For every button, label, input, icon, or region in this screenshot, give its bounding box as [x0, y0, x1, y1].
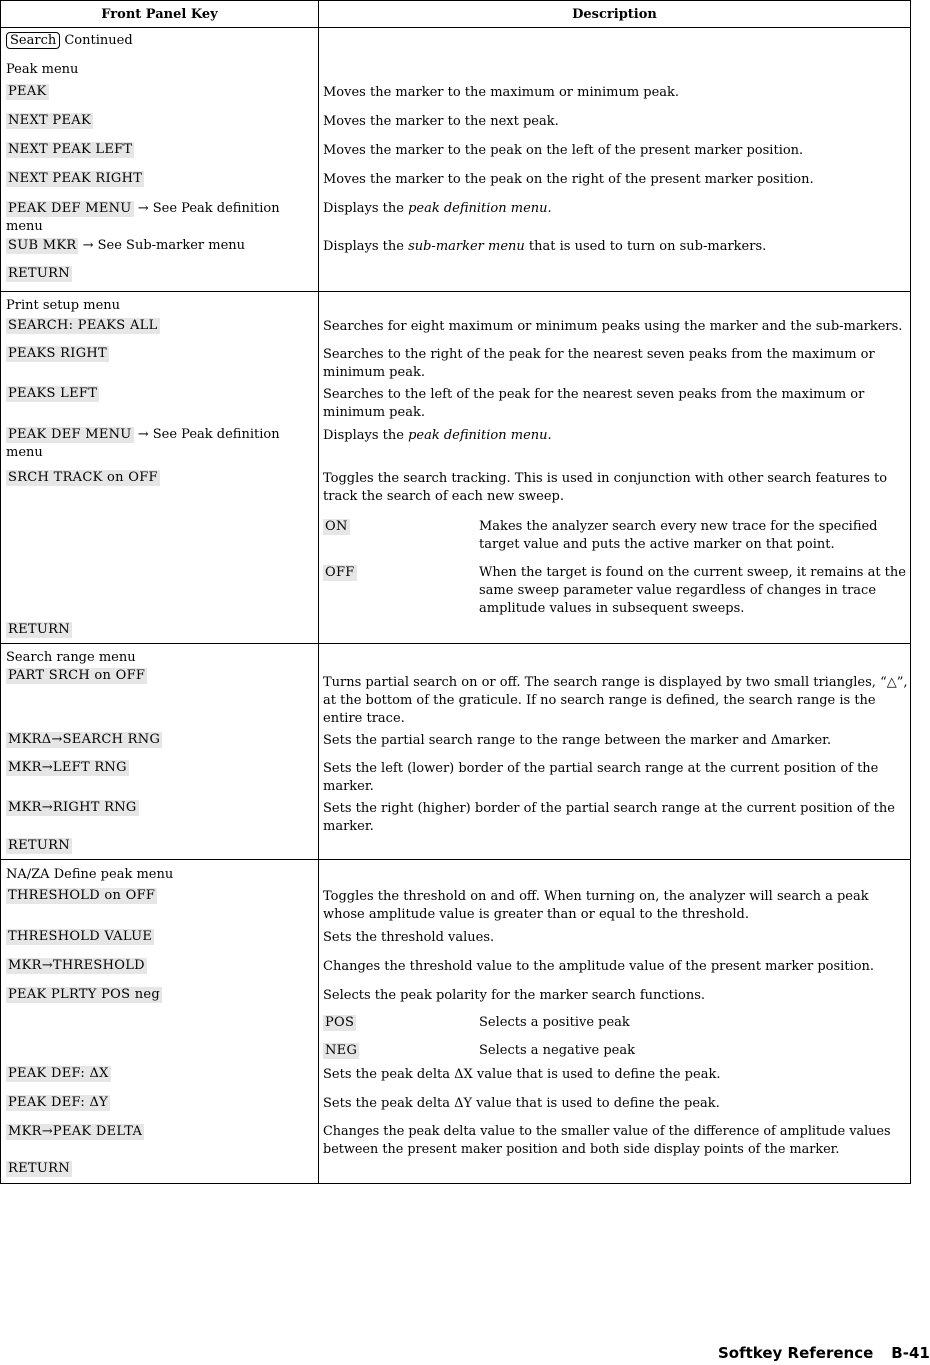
softkey: PEAK PLRTY POS neg — [8, 986, 161, 1002]
description: Toggles the search tracking. This is used in conjunction with other search features to track the search of each new sweep. — [323, 470, 888, 504]
description: Displays the peak definition menu. — [319, 196, 911, 236]
softkey: THRESHOLD VALUE — [8, 928, 153, 944]
description: Searches to the left of the peak for the nearest seven peaks from the maximum or minimum peak. — [319, 384, 911, 426]
description: Sets the left (lower) border of the partial search range at the current position of the marker. — [319, 756, 911, 798]
header-description: Description — [319, 1, 911, 28]
softkey: SUB MKR — [8, 237, 77, 253]
description: Sets the right (higher) border of the partial search range at the current position of the marker. — [319, 798, 911, 836]
search-hardkey: Search — [6, 32, 60, 49]
softkey: NEXT PEAK — [8, 112, 91, 128]
softkey: PART SRCH on OFF — [8, 667, 146, 683]
description: Sets the peak delta ΔX value that is used to define the peak. — [319, 1063, 911, 1092]
description: Selects a negative peak — [479, 1042, 635, 1058]
softkey: PEAK DEF: ΔX — [8, 1065, 109, 1081]
section-title: Print setup menu — [6, 298, 121, 313]
softkey: OFF — [325, 564, 355, 580]
description: Toggles the threshold on and off. When turning on, the analyzer will search a peak whose amplitude value is greater than or equal to the threshold. — [319, 884, 911, 926]
see-reference: → See Peak definition menu — [6, 200, 280, 234]
description: Displays the sub-marker menu that is used to turn on sub-markers. — [319, 236, 911, 262]
softkey: PEAK DEF MENU — [8, 426, 132, 442]
softkey-return: RETURN — [8, 1160, 70, 1176]
softkey: PEAK DEF: ΔY — [8, 1094, 109, 1110]
description: Changes the peak delta value to the smaller value of the difference of amplitude values between the present maker position and both side display points of the marker. — [319, 1121, 911, 1159]
see-reference: → See Peak definition menu — [6, 426, 280, 460]
description: Moves the marker to the peak on the right of the present marker position. — [319, 167, 911, 196]
softkey: NEXT PEAK LEFT — [8, 141, 133, 157]
softkey: MKRΔ→SEARCH RNG — [8, 731, 161, 747]
softkey: MKR→THRESHOLD — [8, 957, 145, 973]
description: Selects the peak polarity for the marker search functions. — [323, 987, 706, 1003]
softkey: NEG — [325, 1042, 358, 1058]
sub-option-off — [323, 564, 908, 618]
softkey-return: RETURN — [8, 621, 70, 637]
page-number: B-41 — [891, 1344, 930, 1362]
softkey: ON — [325, 518, 348, 534]
description: Searches to the right of the peak for the nearest seven peaks from the maximum or minimum peak. — [319, 342, 911, 384]
softkey: SRCH TRACK on OFF — [8, 469, 158, 485]
softkey-return: RETURN — [8, 837, 70, 853]
description: Sets the partial search range to the range between the marker and Δmarker. — [319, 728, 911, 756]
see-reference: → See Sub-marker menu — [82, 237, 246, 253]
softkey: PEAK DEF MENU — [8, 200, 132, 216]
header-front-panel-key: Front Panel Key — [1, 1, 319, 28]
description: Selects a positive peak — [479, 1014, 630, 1030]
softkey: POS — [325, 1014, 355, 1030]
description: Changes the threshold value to the amplitude value of the present marker position. — [319, 955, 911, 984]
section-title: NA/ZA Define peak menu — [6, 867, 174, 882]
sub-option-on — [323, 518, 908, 554]
softkey: MKR→LEFT RNG — [8, 759, 127, 775]
description: When the target is found on the current sweep, it remains at the same sweep parameter value regardless of changes in trace amplitude values in subsequent sweeps. — [479, 564, 906, 616]
section-title: Peak menu — [6, 61, 79, 77]
page-footer — [718, 1344, 930, 1362]
description: Moves the marker to the peak on the left of the present marker position. — [319, 138, 911, 167]
description: Sets the threshold values. — [319, 926, 911, 955]
sub-option-pos — [323, 1015, 908, 1031]
description: Makes the analyzer search every new trace for the specified target value and puts the active marker on that point. — [479, 518, 878, 552]
description: Displays the peak definition menu. — [319, 426, 911, 468]
description: Moves the marker to the next peak. — [319, 109, 911, 138]
footer-section-title: Softkey Reference — [718, 1344, 874, 1362]
section-title: Search range menu — [6, 650, 136, 665]
softkey: PEAKS LEFT — [8, 385, 98, 401]
description: Turns partial search on or off. The search range is displayed by two small triangles, “△”, at the bottom of the graticule. If no search range is defined, the search range is the entire trace. — [319, 666, 911, 728]
softkey: THRESHOLD on OFF — [8, 887, 156, 903]
softkey: PEAKS RIGHT — [8, 345, 107, 361]
sub-option-neg — [323, 1043, 908, 1059]
continued-label: Continued — [64, 33, 133, 48]
softkey: MKR→RIGHT RNG — [8, 799, 137, 815]
description: Moves the marker to the maximum or minimum peak. — [319, 80, 911, 109]
description: Sets the peak delta ΔY value that is used to define the peak. — [319, 1092, 911, 1121]
softkey: NEXT PEAK RIGHT — [8, 170, 143, 186]
softkey: PEAK — [8, 83, 47, 99]
table-header — [1, 1, 911, 28]
softkey: MKR→PEAK DELTA — [8, 1123, 143, 1139]
softkey: SEARCH: PEAKS ALL — [8, 317, 158, 333]
softkey-return: RETURN — [8, 265, 70, 281]
description: Searches for eight maximum or minimum peaks using the marker and the sub-markers. — [319, 314, 911, 342]
